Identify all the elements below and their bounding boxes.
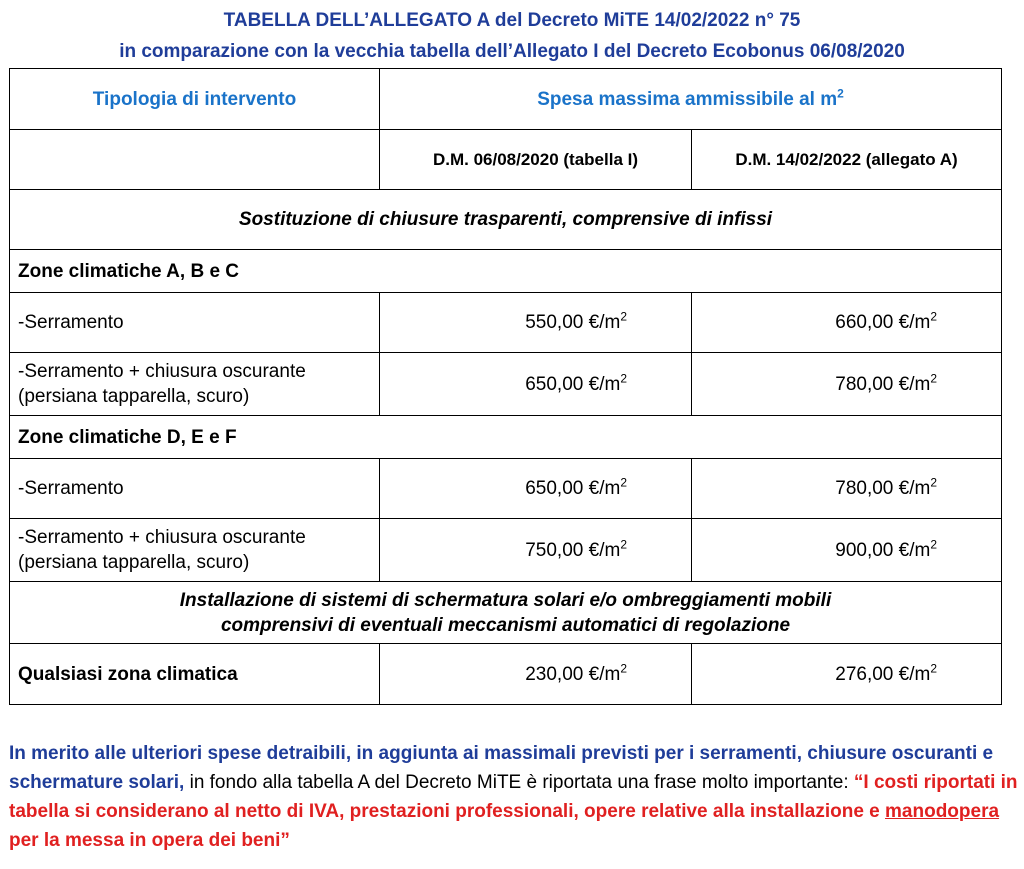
- note-blue-text: In merito alle ulteriori spese detraibili, in aggiunta ai massimali previsti per i serramenti, chiusure oscuranti e schermature solari,: [9, 743, 994, 793]
- value-old: 230,00 $€/m^2$: [380, 644, 692, 705]
- document-title-line2: in comparazione con la vecchia tabella dell’Allegato I del Decreto Ecobonus 06/08/2020: [119, 41, 905, 62]
- zone-label-def: Zone climatiche D, E e F: [10, 416, 1002, 459]
- table-row: [10, 459, 1002, 519]
- note-quote-part1: “I costi riportati in tabella si considerano al netto di IVA, prestazioni professionali, opere relative alla installazione e: [9, 772, 1018, 822]
- row-label-any-zone: Qualsiasi zona climatica: [10, 644, 380, 705]
- comparison-table: [9, 68, 1002, 705]
- row-label: -Serramento + chiusura oscurante (persiana tapparella, scuro): [10, 519, 380, 582]
- header-spesa-text: Spesa massima ammissibile al m: [537, 88, 838, 110]
- table-row: [10, 293, 1002, 353]
- subheader-empty-cell: [10, 130, 380, 190]
- header-spesa-massima: [380, 69, 1002, 130]
- table-subheader-row: [10, 130, 1002, 190]
- zone-label-abc: Zone climatiche A, B e C: [10, 250, 1002, 293]
- section-title-chiusure: Sostituzione di chiusure trasparenti, comprensive di infissi: [10, 190, 1002, 250]
- value-new: 660,00 $€/m^2$: [692, 293, 1002, 353]
- header-spesa-sup: 2: [837, 86, 844, 101]
- value-new: 900,00 $€/m^2$: [692, 519, 1002, 582]
- value-old: 650,00 $€/m^2$: [380, 459, 692, 519]
- zone-row-def: [10, 416, 1002, 459]
- row-label: -Serramento: [10, 459, 380, 519]
- row-label: -Serramento: [10, 293, 380, 353]
- table-header-row: [10, 69, 1002, 130]
- table-row: [10, 353, 1002, 416]
- section-title-schermature: Installazione di sistemi di schermatura solari e/o ombreggiamenti mobili comprensivi di eventuali meccanismi automatici di regolazione: [10, 582, 1002, 644]
- value-old: 550,00 $€/m^2$: [380, 293, 692, 353]
- value-new: 276,00 $€/m^2$: [692, 644, 1002, 705]
- value-new: 780,00 $€/m^2$: [692, 353, 1002, 416]
- value-old: 750,00 $€/m^2$: [380, 519, 692, 582]
- section-row-schermature: [10, 582, 1002, 644]
- zone-row-abc: [10, 250, 1002, 293]
- footnote-paragraph: [9, 739, 1019, 855]
- note-quote-underlined: manodopera: [885, 801, 1000, 822]
- subheader-dm-2022: D.M. 14/02/2022 (allegato A): [692, 130, 1002, 190]
- section-row-chiusure: [10, 190, 1002, 250]
- subheader-dm-2020: D.M. 06/08/2020 (tabella I): [380, 130, 692, 190]
- row-label: -Serramento + chiusura oscurante (persiana tapparella, scuro): [10, 353, 380, 416]
- value-old: 650,00 $€/m^2$: [380, 353, 692, 416]
- value-new: 780,00 $€/m^2$: [692, 459, 1002, 519]
- document-title-line1: TABELLA DELL’ALLEGATO A del Decreto MiTE 14/02/2022 n° 75: [223, 10, 801, 31]
- note-quote-part2: per la messa in opera dei beni”: [9, 830, 290, 851]
- header-tipologia: Tipologia di intervento: [10, 69, 380, 130]
- note-plain-text: in fondo alla tabella A del Decreto MiTE è riportata una frase molto importante:: [184, 772, 854, 793]
- table-row-any-zone: [10, 644, 1002, 705]
- table-row: [10, 519, 1002, 582]
